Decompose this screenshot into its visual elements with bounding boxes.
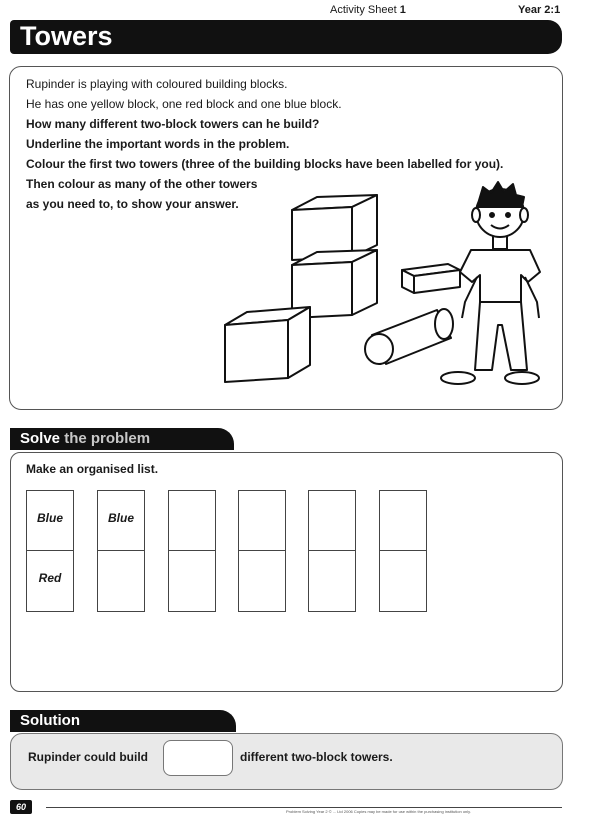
problem-question: How many different two-block towers can he build? — [26, 117, 320, 131]
problem-instruction: Then colour as many of the other towers — [26, 177, 258, 191]
tower-box[interactable] — [26, 490, 74, 612]
problem-instruction: Colour the first two towers (three of the building blocks have been labelled for you). — [26, 157, 504, 171]
tower-box[interactable] — [308, 490, 356, 612]
tower-box[interactable] — [238, 490, 286, 612]
solve-instruction: Make an organised list. — [26, 462, 159, 476]
problem-instruction: Underline the important words in the problem. — [26, 137, 290, 151]
footer-copyright: Problem Solving Year 2 © ... Ltd 2006 Copies may be made for use within the purchasing institution only. — [286, 809, 471, 814]
tower-block-top[interactable] — [27, 491, 73, 551]
cylinder-illustration — [365, 309, 453, 364]
tower-block-top[interactable] — [239, 491, 285, 551]
sheet-number: 1 — [399, 4, 406, 16]
problem-line: Rupinder is playing with coloured building blocks. — [26, 77, 288, 91]
tower-block-bottom[interactable] — [239, 551, 285, 610]
year-label: Year 2:1 — [518, 4, 561, 16]
page-title: Towers — [20, 21, 113, 51]
activity-sheet-label — [330, 4, 406, 16]
block-label: Blue — [36, 511, 63, 525]
solution-text-after: different two-block towers. — [240, 750, 393, 764]
footer-divider — [46, 807, 562, 808]
solve-tab-subtitle: the problem — [64, 430, 151, 447]
title-bar — [10, 20, 562, 54]
block-label: Red — [38, 571, 62, 585]
problem-line: He has one yellow block, one red block and one blue block. — [26, 97, 342, 111]
tower-box[interactable] — [97, 490, 145, 612]
tower-block-bottom[interactable] — [169, 551, 215, 610]
solve-tab — [10, 428, 234, 450]
answer-box[interactable] — [163, 740, 233, 776]
sheet-label: Activity Sheet — [330, 4, 397, 16]
tower-block-top[interactable] — [98, 491, 144, 551]
solve-tab-word: Solve — [20, 430, 61, 447]
tower-block-top[interactable] — [309, 491, 355, 551]
tower-box[interactable] — [168, 490, 216, 612]
problem-instruction: as you need to, to show your answer. — [26, 197, 239, 211]
tower-block-bottom[interactable] — [27, 551, 73, 610]
blocks-and-boy-illustration — [215, 175, 555, 395]
solution-tab: Solution — [10, 710, 236, 732]
tower-block-top[interactable] — [169, 491, 215, 551]
solve-panel — [10, 452, 563, 692]
tower-block-top[interactable] — [380, 491, 426, 551]
single-block-illustration — [225, 307, 310, 382]
block-label: Blue — [107, 511, 134, 525]
tower-block-bottom[interactable] — [380, 551, 426, 610]
tower-block-bottom[interactable] — [309, 551, 355, 610]
tower-block-bottom[interactable] — [98, 551, 144, 610]
page-number: 60 — [10, 800, 32, 814]
solution-text-before: Rupinder could build — [28, 750, 148, 764]
tower-box[interactable] — [379, 490, 427, 612]
flat-block-illustration — [402, 264, 460, 293]
